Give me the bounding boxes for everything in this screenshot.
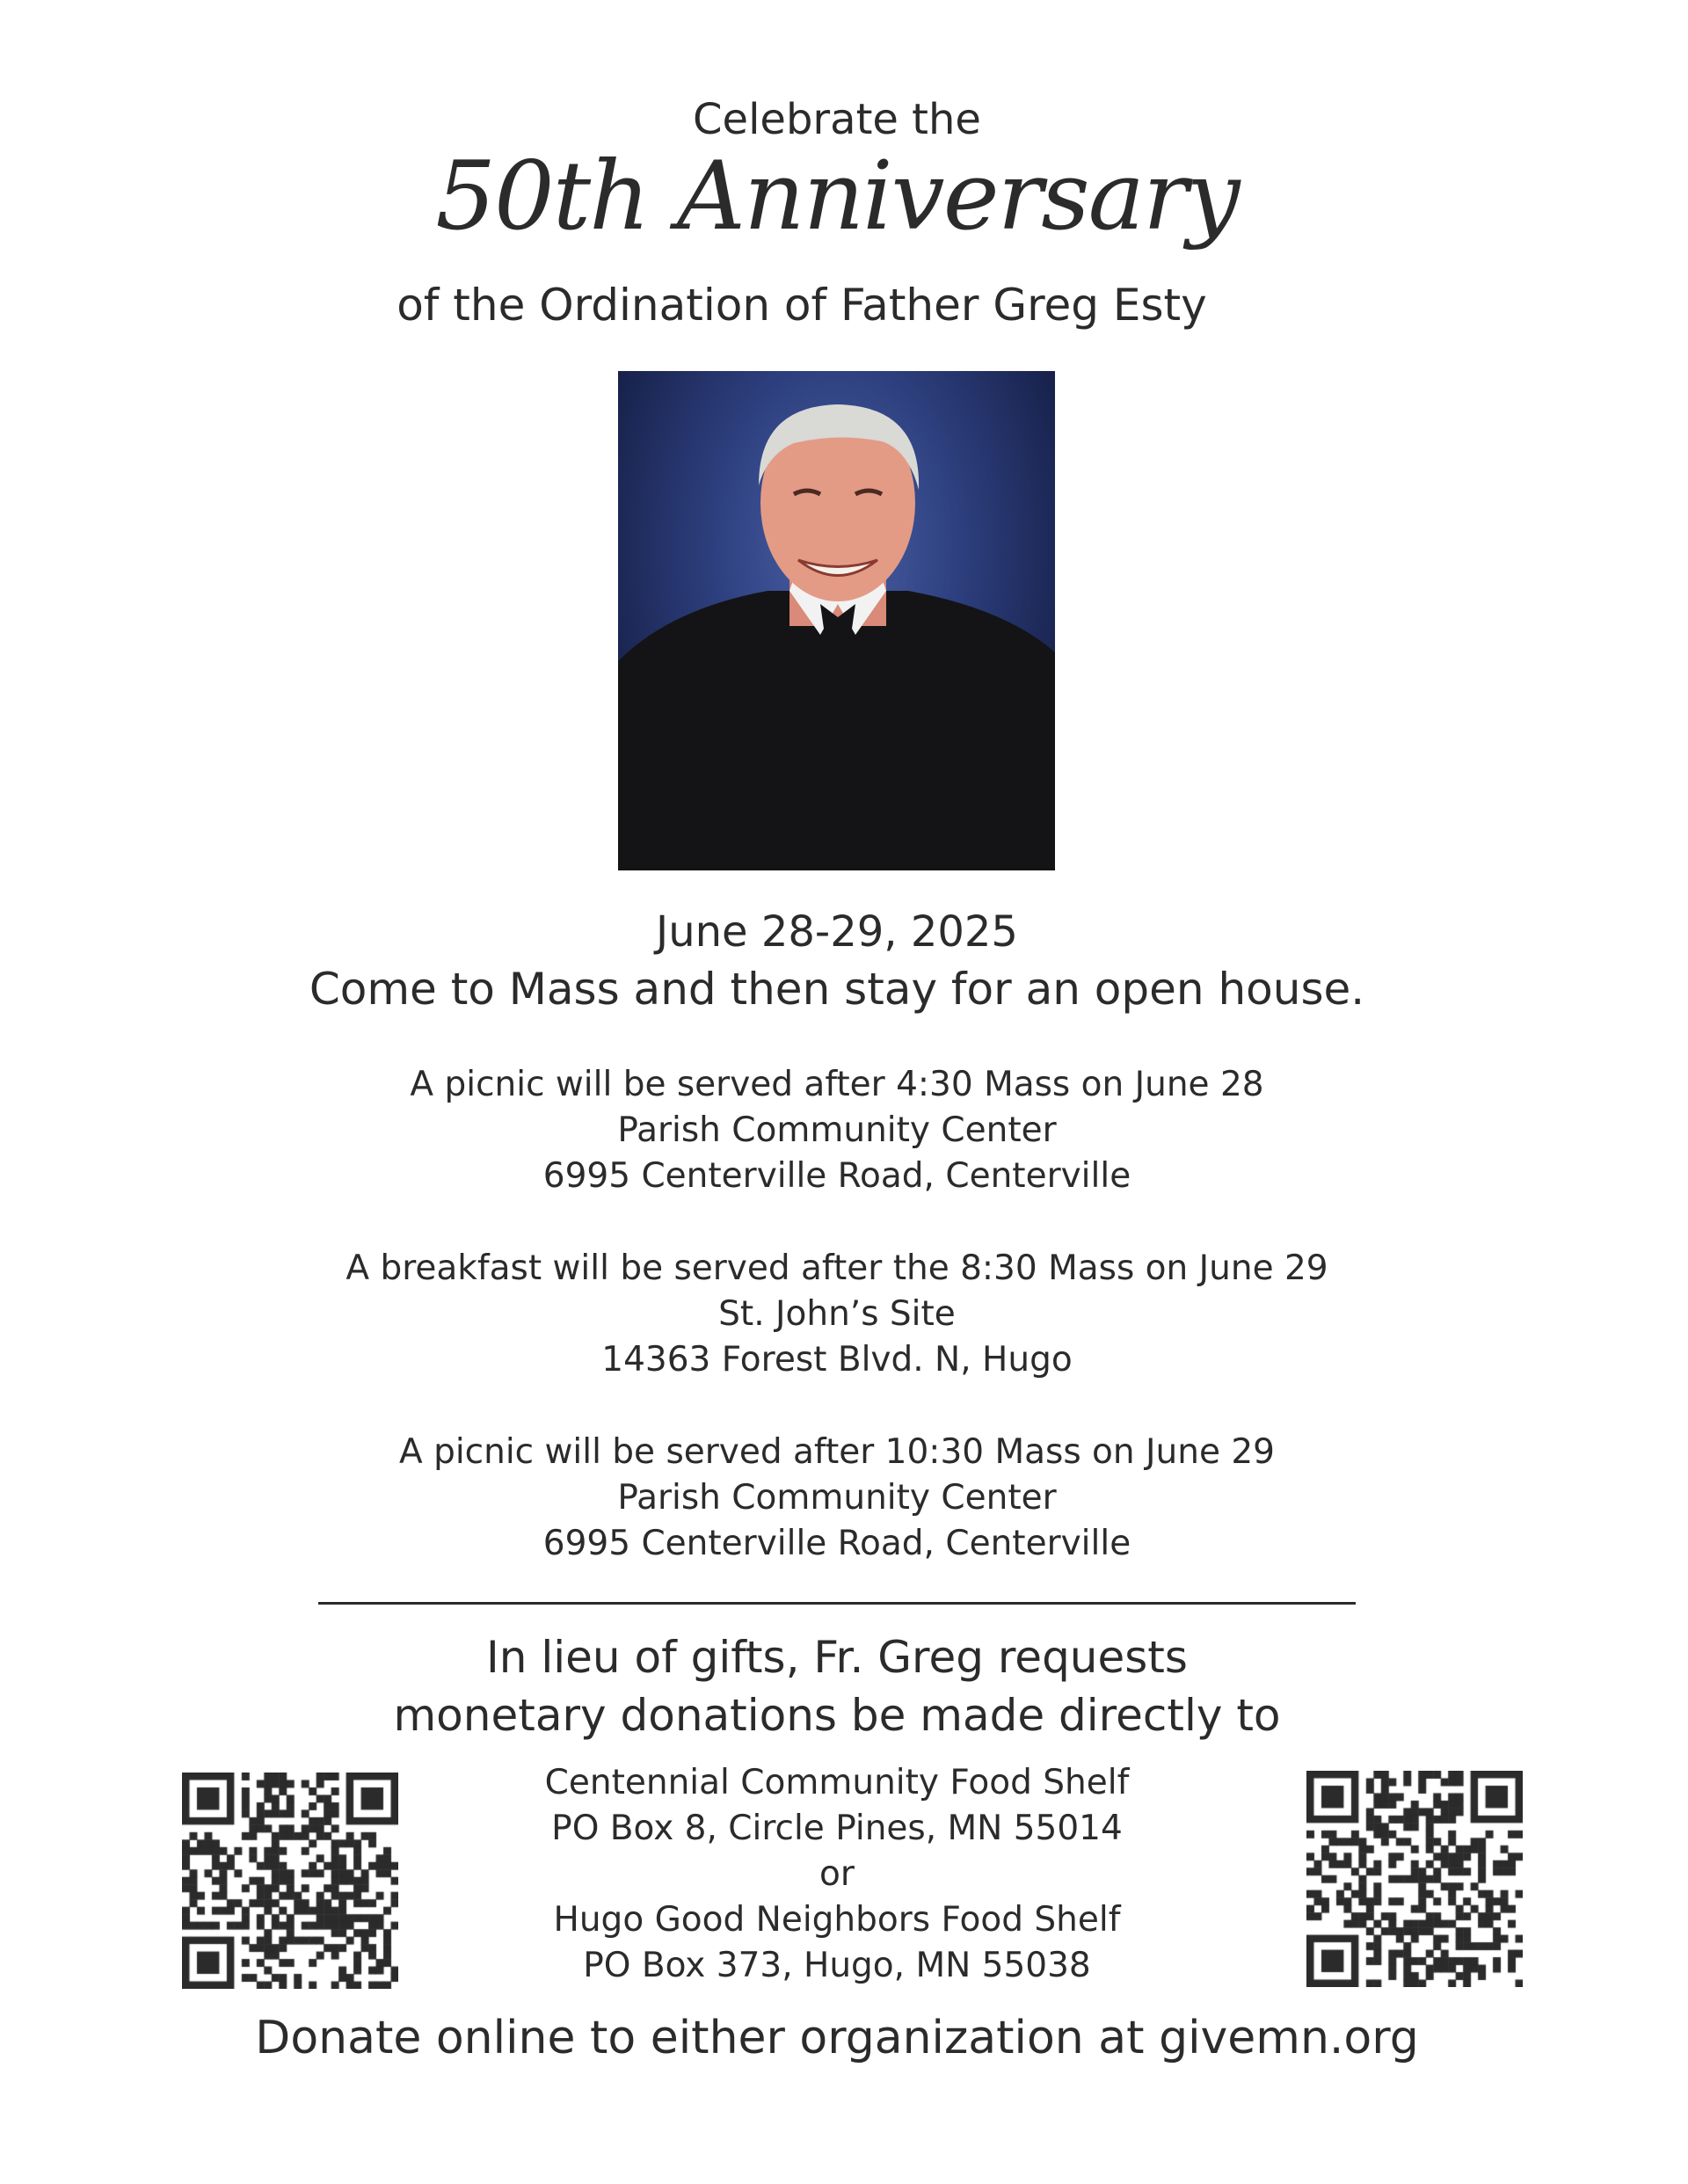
session-address: 14363 Forest Blvd. N, Hugo xyxy=(601,1340,1073,1380)
ordination-subtitle: of the Ordination of Father Greg Esty xyxy=(397,280,1207,331)
org1-name: Centennial Community Food Shelf xyxy=(544,1763,1130,1802)
org1-address: PO Box 8, Circle Pines, MN 55014 xyxy=(551,1809,1123,1848)
session-address: 6995 Centerville Road, Centerville xyxy=(542,1156,1131,1196)
donation-request-line2: monetary donations be made directly to xyxy=(393,1690,1281,1741)
anniversary-title: 50th Anniversary xyxy=(435,142,1239,251)
event-date: June 28-29, 2025 xyxy=(656,907,1018,957)
session-venue: Parish Community Center xyxy=(617,1110,1057,1150)
session-address: 6995 Centerville Road, Centerville xyxy=(542,1524,1131,1563)
session-description: A picnic will be served after 10:30 Mass on June 29 xyxy=(399,1432,1275,1472)
donation-request-line1: In lieu of gifts, Fr. Greg requests xyxy=(486,1632,1188,1683)
org2-name: Hugo Good Neighbors Food Shelf xyxy=(553,1900,1121,1940)
portrait-photo xyxy=(618,371,1055,870)
intro-text: Celebrate the xyxy=(693,95,981,144)
session-venue: Parish Community Center xyxy=(617,1478,1057,1518)
session-description: A breakfast will be served after the 8:30 Mass on June 29 xyxy=(346,1249,1328,1288)
session-description: A picnic will be served after 4:30 Mass on June 28 xyxy=(410,1065,1264,1104)
donate-online-text: Donate online to either organization at givemn.org xyxy=(255,2012,1419,2064)
or-separator: or xyxy=(819,1854,855,1894)
session-venue: St. John’s Site xyxy=(718,1294,956,1334)
event-tagline: Come to Mass and then stay for an open house. xyxy=(309,964,1365,1015)
portrait-illustration xyxy=(618,371,1055,870)
divider xyxy=(318,1602,1356,1605)
org2-address: PO Box 373, Hugo, MN 55038 xyxy=(583,1946,1091,1985)
